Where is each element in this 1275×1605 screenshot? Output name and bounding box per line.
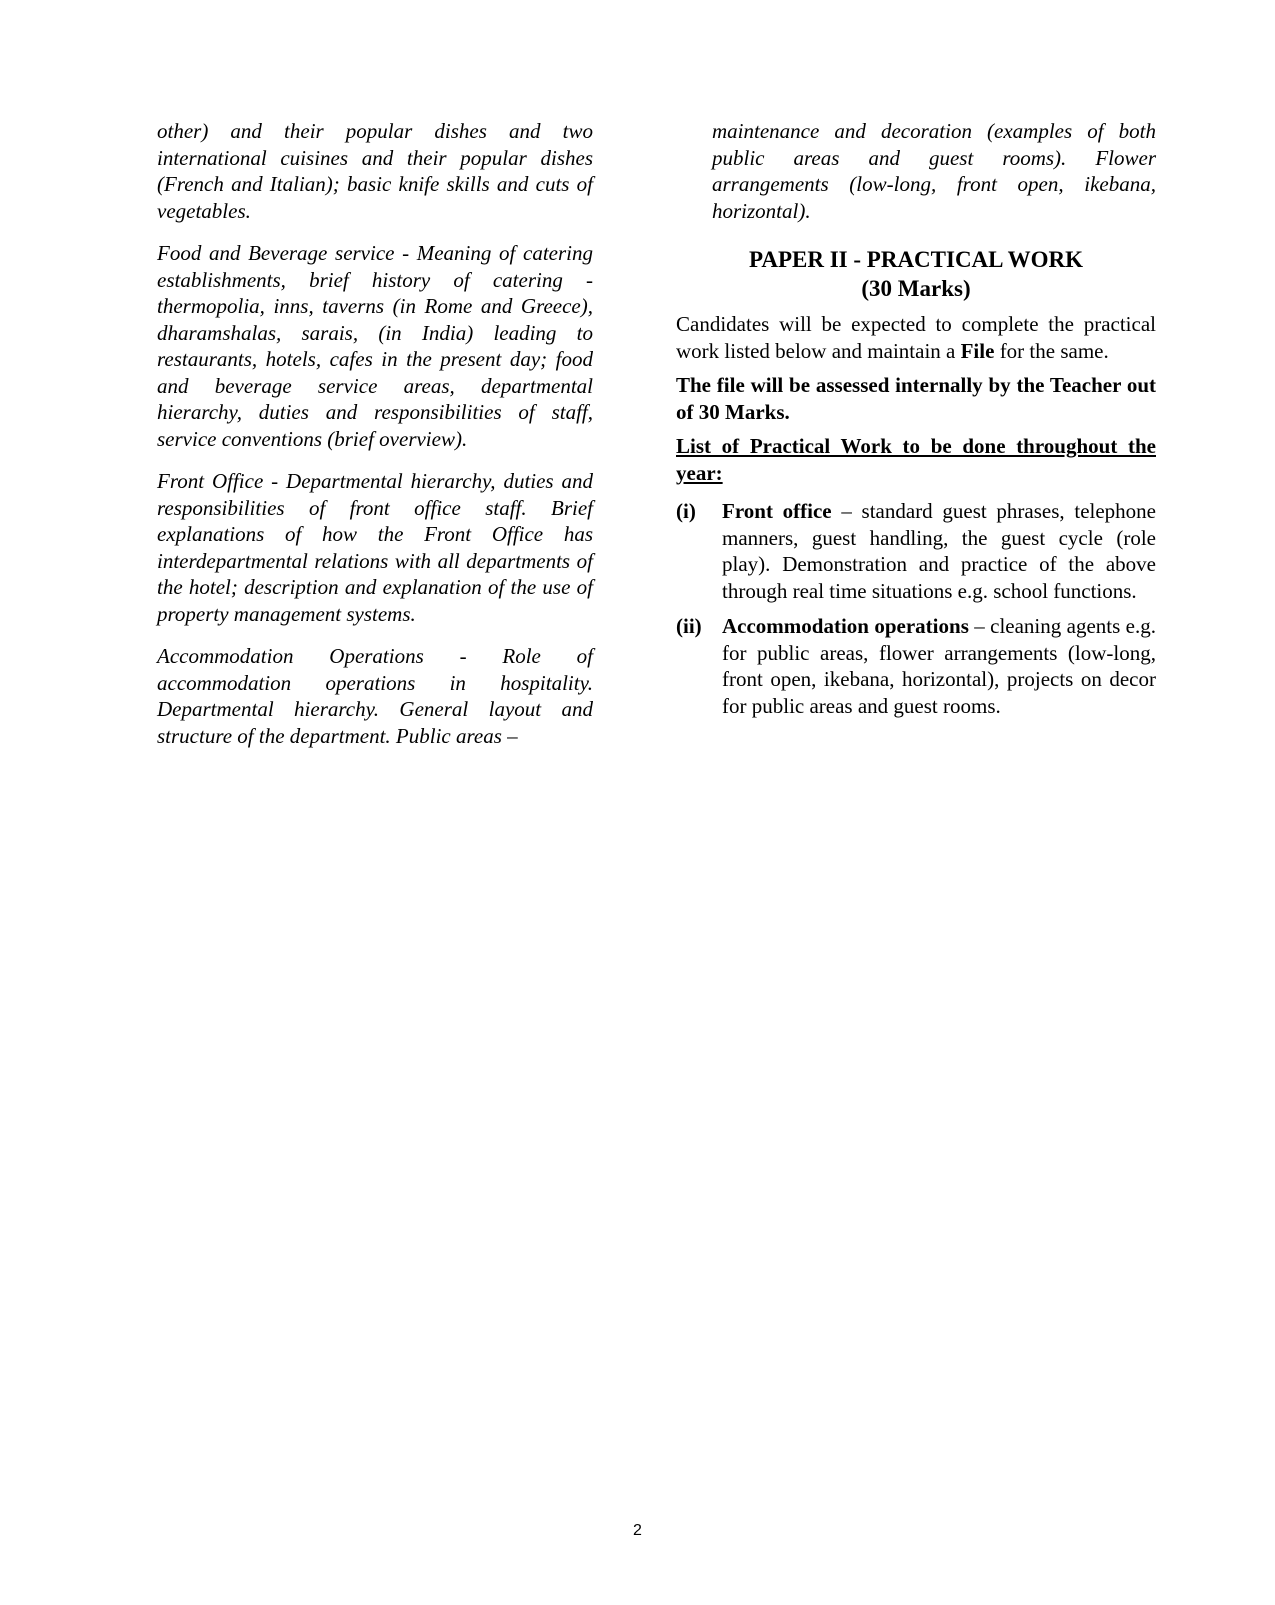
paper-heading-marks: (30 Marks) (861, 276, 971, 301)
list-item-text (722, 498, 1156, 604)
list-item-title: Accommodation operations (722, 614, 969, 638)
list-item-number: (i) (676, 499, 696, 523)
list-item-text (722, 613, 1156, 719)
cuisine-paragraph: other) and their popular dishes and two international cuisines and their popular dishes (French and Italian); basic knife skills and cuts of vegetables. (157, 119, 593, 223)
list-item-title: Front office (722, 499, 832, 523)
intro-paragraph (676, 311, 1156, 364)
list-item-number: (ii) (676, 614, 702, 638)
list-item-description: – standard guest phrases, telephone manners, guest handling, the guest cycle (role play). Demonstration and practice of the above through real time situations e.g. school functions. (722, 499, 1156, 603)
assessment-note: The file will be assessed internally by the Teacher out of 30 Marks. (676, 373, 1156, 424)
right-column (676, 118, 1156, 728)
practical-list-heading: List of Practical Work to be done throughout the year: (676, 434, 1156, 485)
food-beverage-paragraph: Food and Beverage service - Meaning of catering establishments, brief history of catering - thermopolia, inns, taverns (in Rome and Greece), dharamshalas, sarais, (in India) leading to restaurants, hotels, cafes in the present day; food and beverage service areas, departmental hierarchy, duties and responsibilities of staff, service conventions (brief overview). (157, 241, 593, 451)
paper-heading (676, 245, 1156, 303)
intro-text-end: for the same. (994, 338, 1109, 363)
intro-file-word: File (960, 338, 995, 363)
front-office-paragraph: Front Office - Departmental hierarchy, duties and responsibilities of front office staff. Brief explanations of how the Front Office has interdepartmental relations with all departments of the hotel; description and explanation of the use of property management systems. (157, 469, 593, 626)
list-item-description: – cleaning agents e.g. for public areas, flower arrangements (low-long, front open, ikebana, horizontal), projects on decor for public areas and guest rooms. (722, 614, 1157, 718)
paper-heading-title: PAPER II - PRACTICAL WORK (749, 247, 1083, 272)
intro-text-start: Candidates will be expected to complete the practical work listed below and maintain a (676, 312, 1156, 363)
maintenance-paragraph: maintenance and decoration (examples of both public areas and guest rooms). Flower arrangements (low-long, front open, ikebana, horizontal). (712, 119, 1156, 223)
list-item (676, 613, 1156, 719)
left-column (157, 118, 593, 765)
accommodation-paragraph: Accommodation Operations - Role of accommodation operations in hospitality. Departmental hierarchy. General layout and structure of the department. Public areas – (157, 644, 593, 748)
page-number: 2 (633, 1522, 642, 1539)
list-item (676, 498, 1156, 604)
